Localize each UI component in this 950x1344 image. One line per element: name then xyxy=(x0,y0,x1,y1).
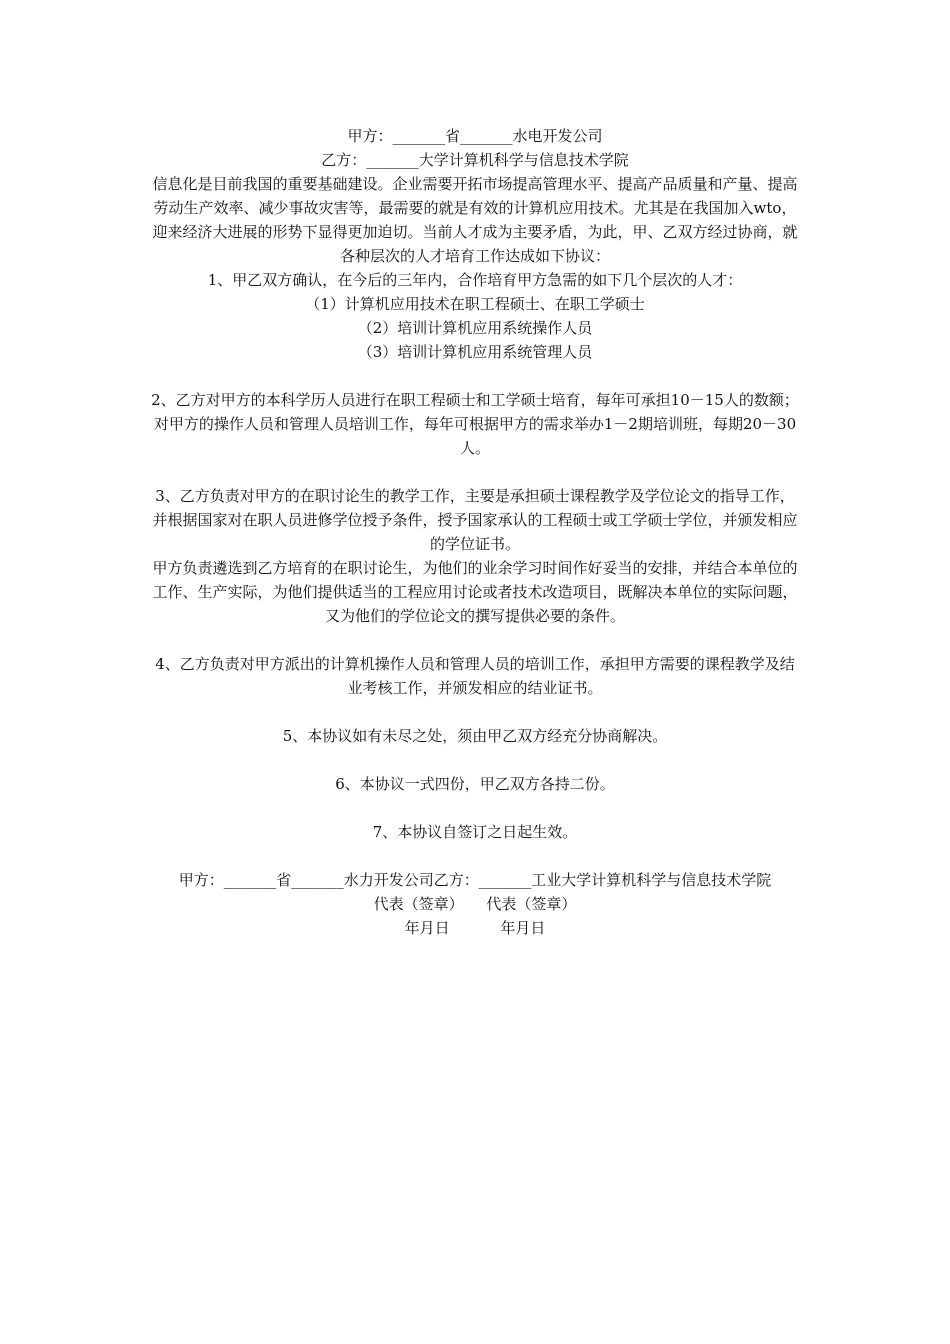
spacer xyxy=(150,700,800,724)
clause-2: 2、乙方对甲方的本科学历人员进行在职工程硕士和工学硕士培育，每年可承担10－15人的数额；对甲方的操作人员和管理人员培训工作，每年可根据甲方的需求举办1－2期培训班，每期20－30人。 xyxy=(151,391,799,457)
clause-4: 4、乙方负责对甲方派出的计算机操作人员和管理人员的培训工作，承担甲方需要的课程教学及结业考核工作，并颁发相应的结业证书。 xyxy=(155,655,795,697)
clause-1-item: （3）培训计算机应用系统管理人员 xyxy=(357,343,593,361)
agreement-body xyxy=(150,124,800,940)
date-b-label: 年月日 xyxy=(500,919,546,937)
clause-3: 3、乙方负责对甲方的在职讨论生的教学工作，主要是承担硕士课程教学及学位论文的指导工作，并根据国家对在职人员进修学位授予条件，授予国家承认的工程硕士或工学硕士学位，并颁发相应的学位证书。 xyxy=(152,487,798,553)
date-a-label: 年月日 xyxy=(404,919,450,937)
spacer xyxy=(150,844,800,868)
representative-b-label: 代表（签章） xyxy=(486,895,577,913)
spacer xyxy=(150,364,800,388)
signature-dates xyxy=(150,916,800,940)
clause-5: 5、本协议如有未尽之处，须由甲乙双方经充分协商解决。 xyxy=(282,727,668,745)
clause-6: 6、本协议一式四份，甲乙双方各持二份。 xyxy=(335,775,615,793)
clause-1-item: （2）培训计算机应用系统操作人员 xyxy=(357,319,593,337)
spacer xyxy=(150,460,800,484)
signature-parties: 甲方：_______省_______水力开发公司乙方：_______工业大学计算机科学与信息技术学院 xyxy=(178,871,772,889)
clause-1: 1、甲乙双方确认，在今后的三年内，合作培育甲方急需的如下几个层次的人才： xyxy=(207,271,743,289)
spacer xyxy=(150,748,800,772)
intro-paragraph: 信息化是目前我国的重要基础建设。企业需要开拓市场提高管理水平、提高产品质量和产量、提高劳动生产效率、减少事故灾害等，最需要的就是有效的计算机应用技术。尤其是在我国加入wto，迎来经济大进展的形势下显得更加迫切。当前人才成为主要矛盾，为此，甲、乙双方经过协商，就各种层次的人才培育工作达成如下协议： xyxy=(152,175,798,265)
clause-3-party-a: 甲方负责遴选到乙方培育的在职讨论生，为他们的业余学习时间作好妥当的安排，并结合本单位的工作、生产实际，为他们提供适当的工程应用讨论或者技术改造项目，既解决本单位的实际问题，又为他们的学位论文的撰写提供必要的条件。 xyxy=(152,559,798,625)
signature-representatives xyxy=(150,892,800,916)
party-b-header: 乙方：_______大学计算机科学与信息技术学院 xyxy=(321,151,629,169)
spacer xyxy=(150,796,800,820)
clause-7: 7、本协议自签订之日起生效。 xyxy=(372,823,578,841)
spacer xyxy=(150,628,800,652)
clause-1-item: （1）计算机应用技术在职工程硕士、在职工学硕士 xyxy=(305,295,645,313)
party-a-header: 甲方：_______省_______水电开发公司 xyxy=(347,127,603,145)
representative-a-label: 代表（签章） xyxy=(373,895,464,913)
